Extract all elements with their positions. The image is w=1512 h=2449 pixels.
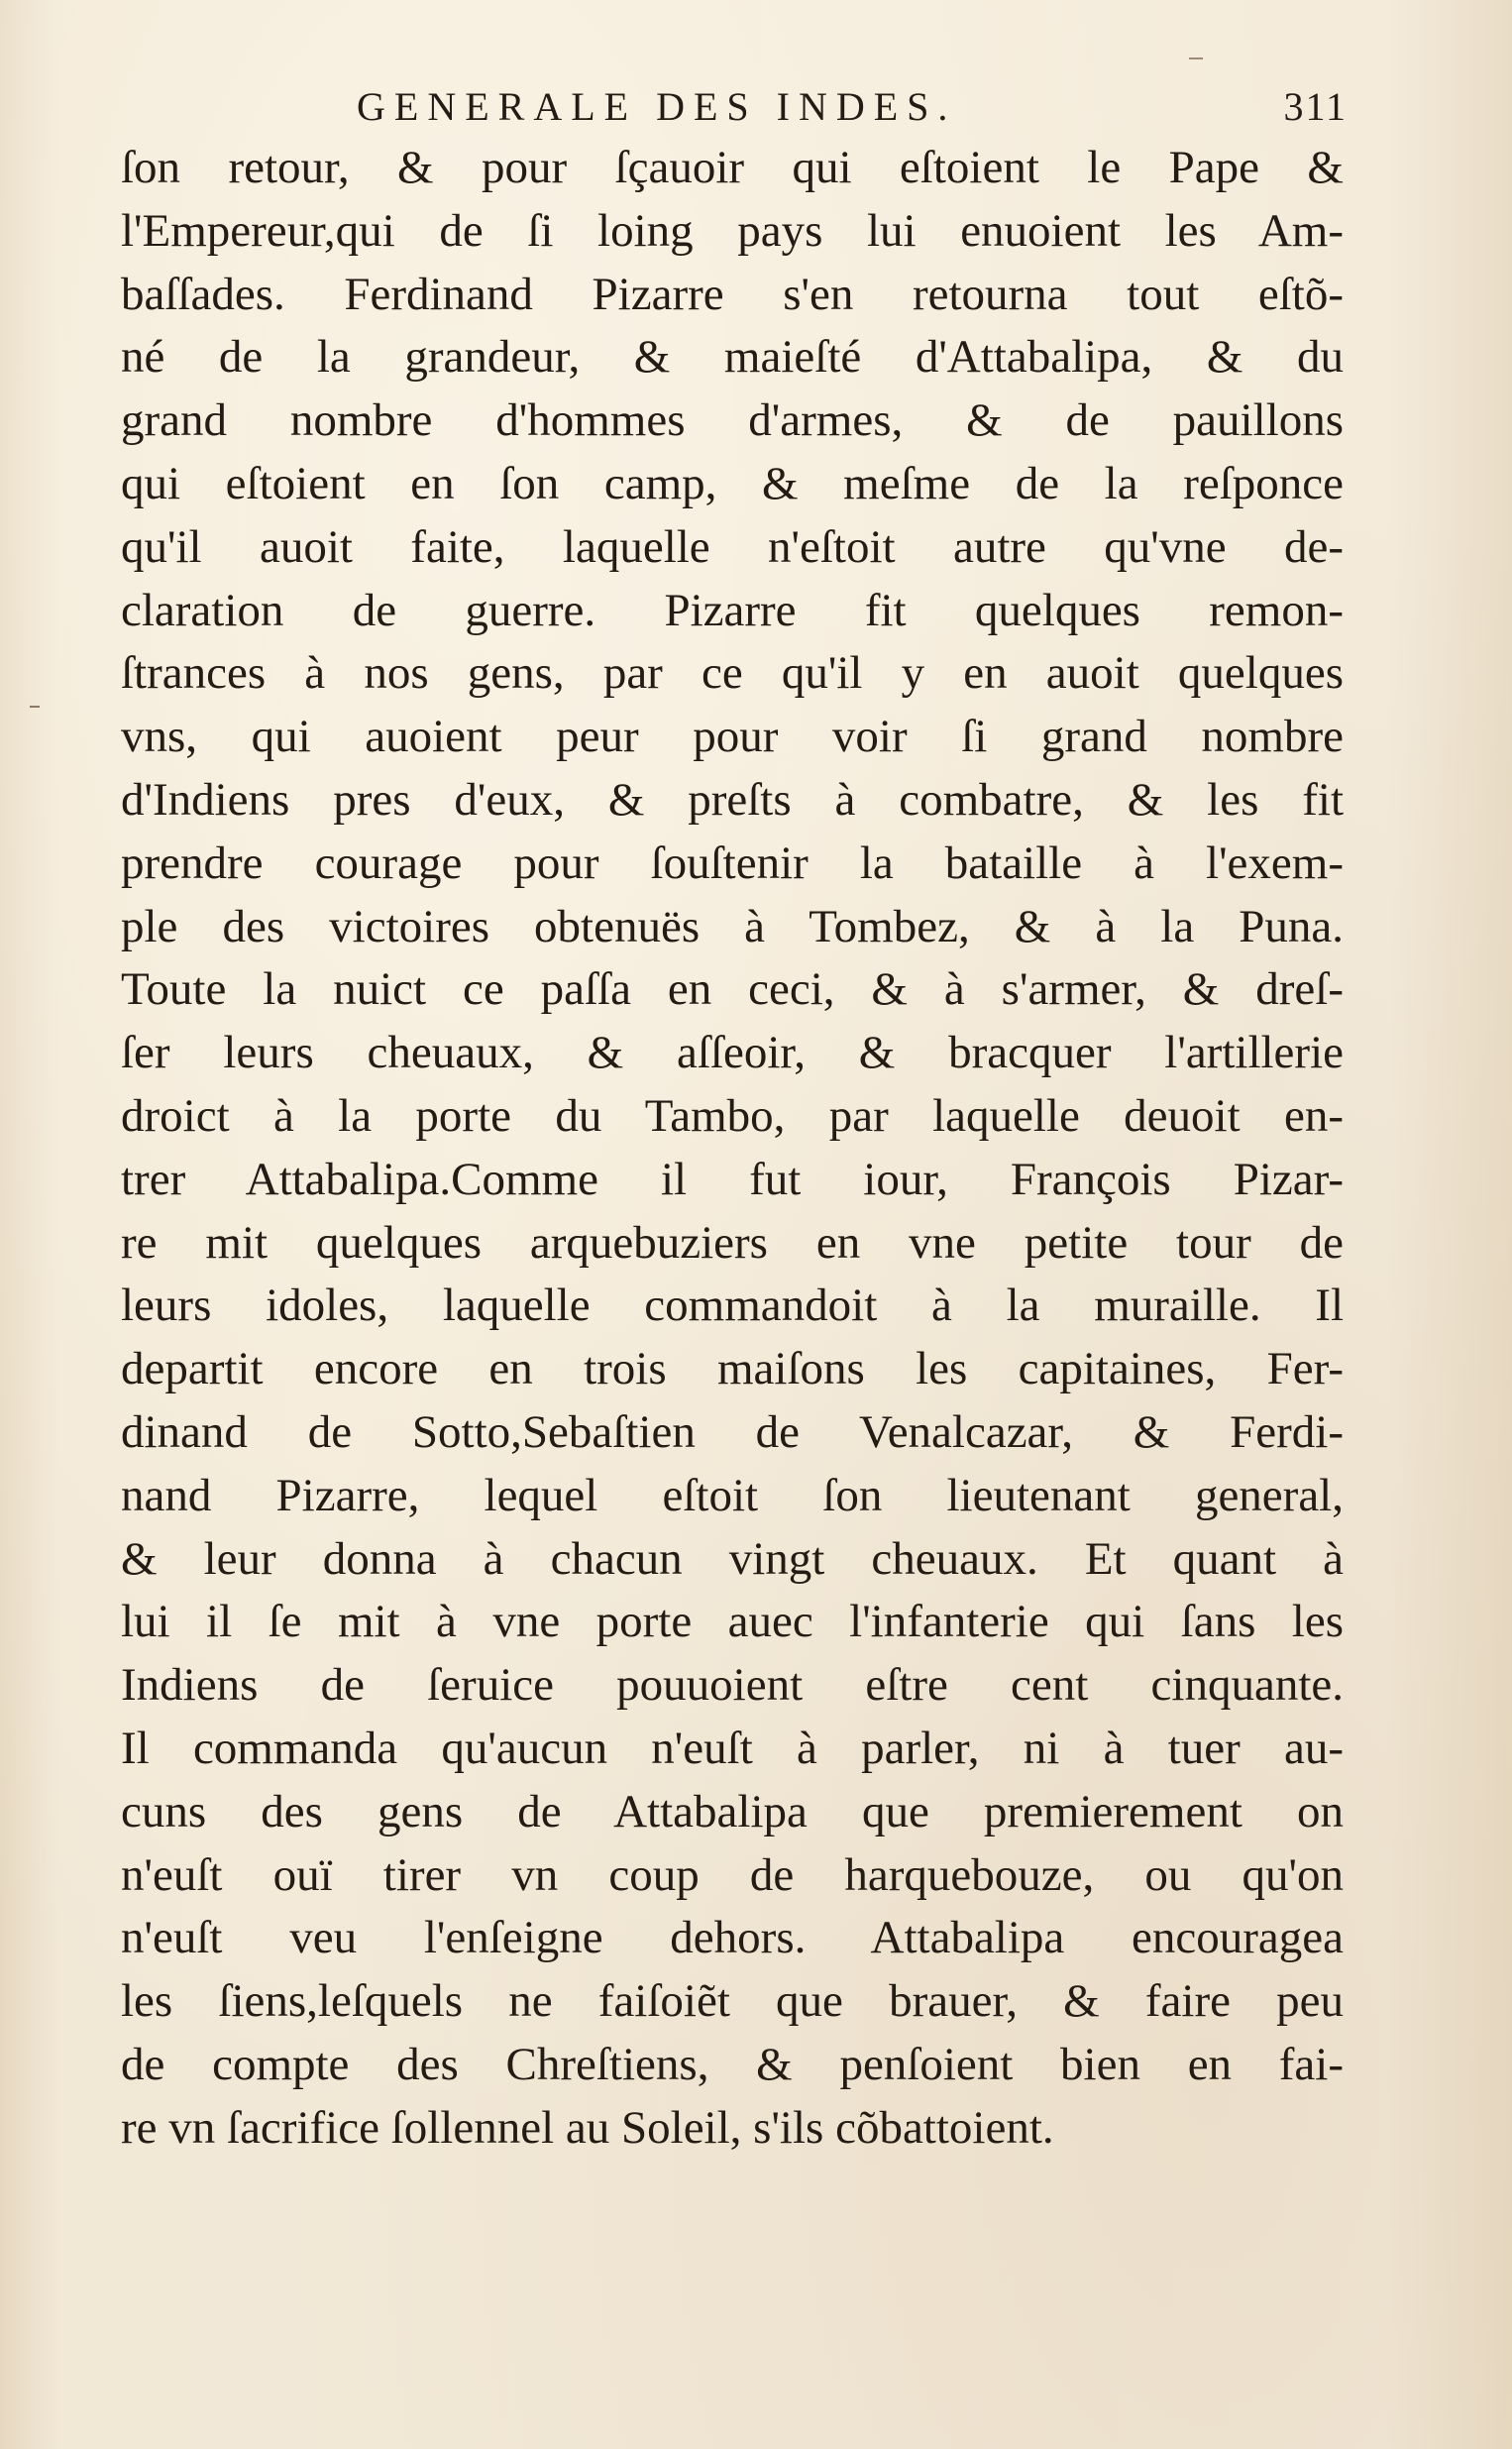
text-line: nand Pizarre, lequel eſtoit ſon lieutenant general,: [121, 1469, 1344, 1521]
text-line: leurs idoles, laquelle commandoit à la muraille. Il: [121, 1280, 1344, 1332]
text-line: lui il ſe mit à vne porte auec l'infanterie qui ſans les: [121, 1596, 1344, 1648]
text-line: Toute la nuict ce paſſa en ceci, & à s'armer, & dreſ-: [121, 963, 1344, 1016]
text-line: claration de guerre. Pizarre fit quelques remon-: [121, 584, 1344, 636]
text-line: ple des victoires obtenuës à Tombez, & à la Puna.: [121, 900, 1344, 952]
text-line: re vn ſacrifice ſollennel au Soleil, s'ils cõbattoient.: [121, 2101, 1054, 2154]
text-line: cuns des gens de Attabalipa que premierement on: [121, 1785, 1344, 1837]
text-line: ſer leurs cheuaux, & aſſeoir, & bracquer l'artillerie: [121, 1027, 1344, 1079]
text-line: ſtrances à nos gens, par ce qu'il y en auoit quelques: [121, 647, 1344, 700]
text-line: Indiens de ſeruice pouuoient eſtre cent cinquante.: [121, 1659, 1344, 1712]
text-line: vns, qui auoient peur pour voir ſi grand nombre: [121, 711, 1344, 763]
margin-tick-mark: [30, 706, 40, 708]
text-line: grand nombre d'hommes d'armes, & de pauillons: [121, 394, 1344, 447]
text-line: d'Indiens pres d'eux, & preſts à combatre, & les fit: [121, 773, 1344, 826]
text-line: & leur donna à chacun vingt cheuaux. Et quant à: [121, 1532, 1344, 1585]
text-line: re mit quelques arquebuziers en vne petite tour de: [121, 1216, 1344, 1269]
text-line: Il commanda qu'aucun n'euſt à parler, ni à tuer au-: [121, 1722, 1344, 1774]
text-line: ſon retour, & pour ſçauoir qui eſtoient le Pape &: [121, 142, 1344, 193]
text-line: departit encore en trois maiſons les capitaines, Fer-: [121, 1343, 1344, 1395]
text-line: droict à la porte du Tambo, par laquelle deuoit en-: [121, 1089, 1344, 1142]
text-line: qui eſtoient en ſon camp, & meſme de la reſponce: [121, 457, 1344, 509]
page-number: 311: [1283, 84, 1348, 129]
page-header: [357, 77, 1348, 137]
text-line: l'Empereur,qui de ſi loing pays lui enuoient les Am-: [121, 204, 1344, 257]
running-head: GENERALE DES INDES.: [357, 84, 957, 129]
text-line: baſſades. Ferdinand Pizarre s'en retourna tout eſtõ-: [121, 268, 1344, 320]
text-line: n'euſt veu l'enſeigne dehors. Attabalipa encouragea: [121, 1912, 1344, 1964]
text-line: n'euſt ouï tirer vn coup de harquebouze, ou qu'on: [121, 1848, 1344, 1901]
body-text: [121, 137, 1344, 2161]
text-line: prendre courage pour ſouſtenir la bataille à l'exem-: [121, 836, 1344, 889]
text-line: né de la grandeur, & maieſté d'Attabalipa, & du: [121, 331, 1344, 384]
text-line: les ſiens,leſquels ne faiſoiẽt que brauer, & faire peu: [121, 1975, 1344, 2028]
text-line: dinand de Sotto,Sebaſtien de Venalcazar, & Ferdi-: [121, 1405, 1344, 1458]
ink-mark: [1189, 57, 1203, 59]
text-line: qu'il auoit faite, laquelle n'eſtoit autre qu'vne de-: [121, 520, 1344, 573]
text-line: de compte des Chreſtiens, & penſoient bien en fai-: [121, 2038, 1344, 2090]
text-line: trer Attabalipa.Comme il fut iour, François Pizar-: [121, 1153, 1344, 1205]
